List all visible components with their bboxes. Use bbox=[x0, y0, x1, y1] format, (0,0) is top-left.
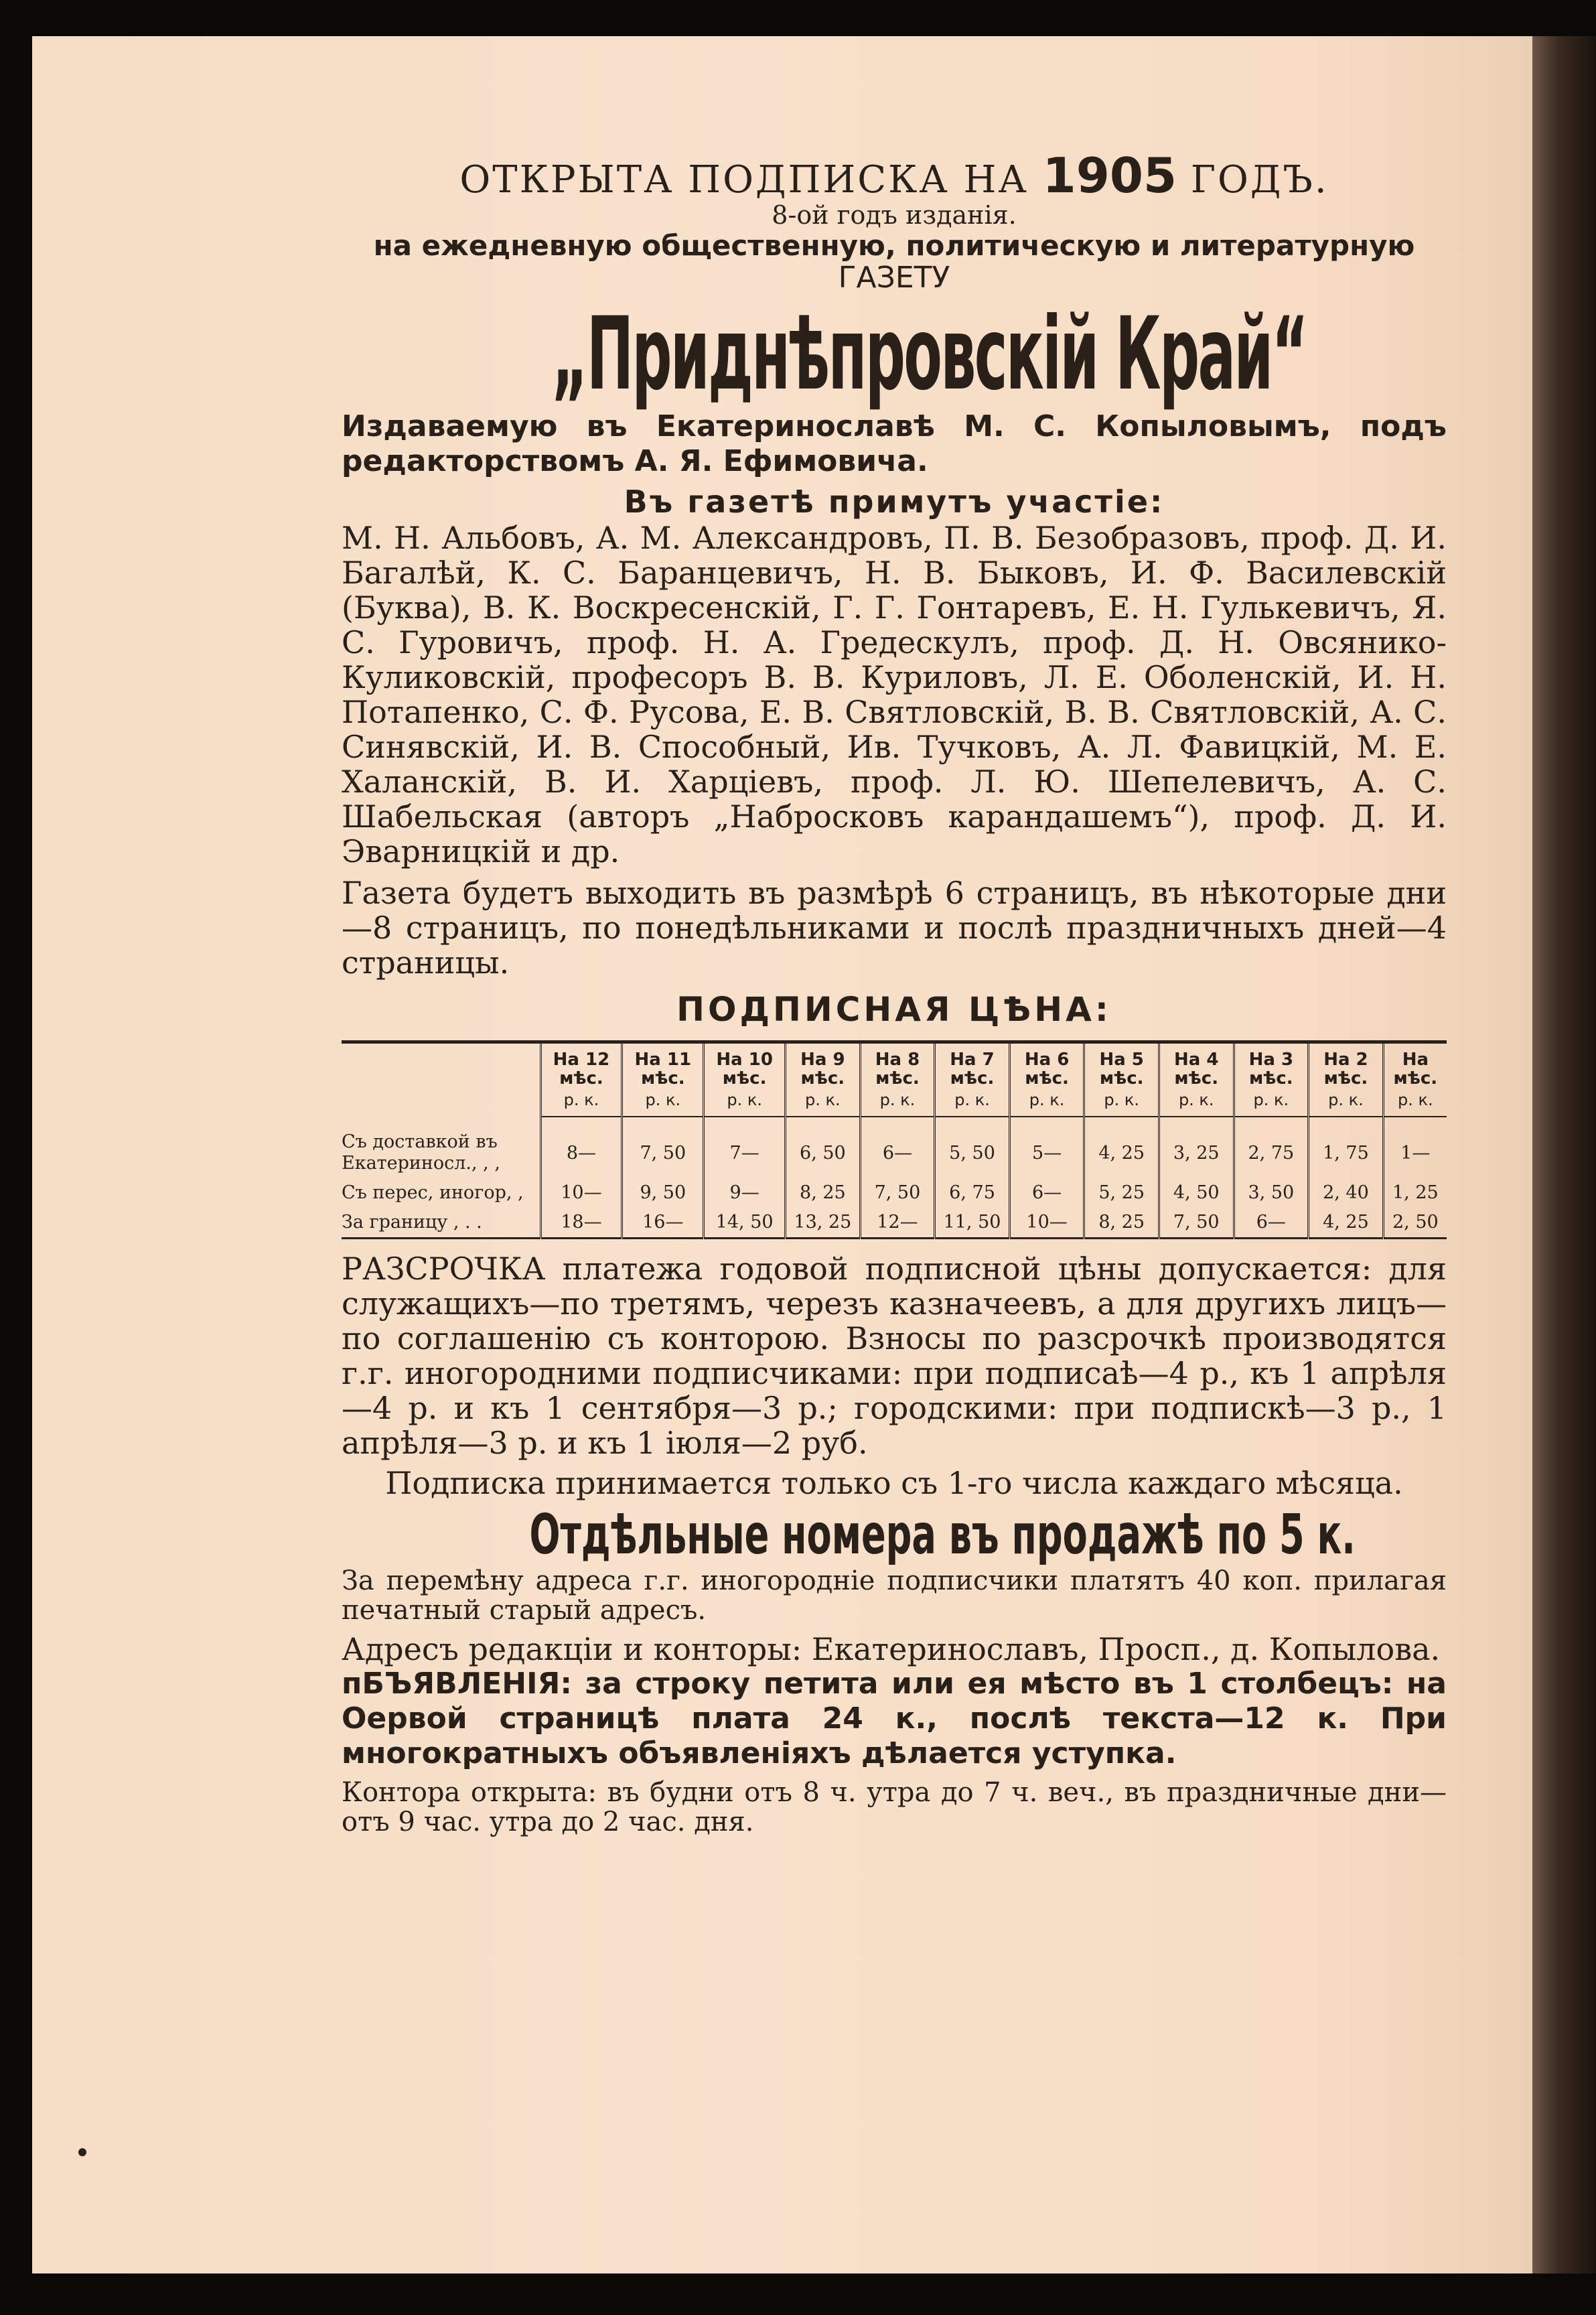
book-spine bbox=[1532, 36, 1596, 2273]
price-cell: 7, 50 bbox=[622, 1117, 704, 1178]
price-title: ПОДПИСНАЯ ЦѢНА: bbox=[676, 990, 1112, 1029]
single-issues: Отдѣльные номера въ продажѣ по 5 к. bbox=[529, 1503, 1356, 1567]
price-cell: 7, 50 bbox=[1159, 1208, 1234, 1239]
price-unit-label: р. к. bbox=[786, 1089, 861, 1117]
price-cell: 12— bbox=[860, 1208, 935, 1239]
price-cell: 7, 50 bbox=[860, 1178, 935, 1208]
edition-year: 8-ой годъ изданія. bbox=[772, 200, 1017, 230]
office-hours: Контора открыта: въ будни отъ 8 ч. утра до 7 ч. веч., въ праздничные дни—отъ 9 час. утра до 2 час. дня. bbox=[342, 1777, 1447, 1837]
price-cell: 6— bbox=[1234, 1208, 1309, 1239]
subscription-prefix: ОТКРЫТА ПОДПИСКА НА bbox=[459, 158, 1029, 202]
price-cell: 16— bbox=[622, 1208, 704, 1239]
price-column-header: На мѣс. bbox=[1383, 1042, 1447, 1090]
price-column-header: На 7 мѣс. bbox=[935, 1042, 1010, 1090]
price-cell: 11, 50 bbox=[935, 1208, 1010, 1239]
price-cell: 5, 25 bbox=[1084, 1178, 1159, 1208]
price-column-header: На 11 мѣс. bbox=[622, 1042, 704, 1090]
price-cell: 1, 25 bbox=[1383, 1178, 1447, 1208]
price-unit-label: р. к. bbox=[860, 1089, 935, 1117]
subscription-year: 1905 bbox=[1042, 147, 1177, 204]
price-unit-label: р. к. bbox=[935, 1089, 1010, 1117]
price-row bbox=[342, 1117, 1447, 1178]
price-cell: 3, 25 bbox=[1159, 1117, 1234, 1178]
price-cell: 2, 75 bbox=[1234, 1117, 1309, 1178]
advertisement bbox=[342, 134, 1447, 1837]
newspaper-title: „Приднѣпровскій Край“ bbox=[551, 296, 1307, 413]
price-cell: 4, 50 bbox=[1159, 1178, 1234, 1208]
price-cell: 14, 50 bbox=[704, 1208, 786, 1239]
price-table bbox=[342, 1040, 1447, 1239]
price-column-header: На 12 мѣс. bbox=[540, 1042, 622, 1090]
price-header-row bbox=[342, 1042, 1447, 1090]
price-unit-label: р. к. bbox=[1084, 1089, 1159, 1117]
price-cell: 6, 75 bbox=[935, 1178, 1010, 1208]
price-cell: 18— bbox=[540, 1208, 622, 1239]
size-notice: Газета будетъ выходить въ размѣрѣ 6 страницъ, въ нѣкоторые дни—8 страницъ, по понедѣльниками и послѣ праздничныхъ дней—4 страницы. bbox=[342, 875, 1447, 981]
price-cell: 2, 40 bbox=[1309, 1178, 1384, 1208]
price-cell: 8, 25 bbox=[786, 1178, 861, 1208]
price-column-header: На 6 мѣс. bbox=[1009, 1042, 1084, 1090]
price-cell: 4, 25 bbox=[1309, 1208, 1384, 1239]
price-cell: 6— bbox=[1009, 1178, 1084, 1208]
price-cell: 5— bbox=[1009, 1117, 1084, 1178]
participants-heading: Въ газетѣ примутъ участіе: bbox=[624, 484, 1165, 520]
price-cell: 4, 25 bbox=[1084, 1117, 1159, 1178]
office-address: Адресъ редакціи и конторы: Екатеринославъ, Просп., д. Копылова. bbox=[342, 1631, 1441, 1667]
price-cell: 13, 25 bbox=[786, 1208, 861, 1239]
price-cell: 10— bbox=[1009, 1208, 1084, 1239]
price-column-header: На 9 мѣс. bbox=[786, 1042, 861, 1090]
price-column-header: На 4 мѣс. bbox=[1159, 1042, 1234, 1090]
price-column-header: На 2 мѣс. bbox=[1309, 1042, 1384, 1090]
newspaper-description: на ежедневную общественную, политическую и литературную bbox=[373, 229, 1415, 262]
price-cell: 5, 50 bbox=[935, 1117, 1010, 1178]
ink-dot bbox=[78, 2148, 86, 2156]
price-row-label: Съ перес, иногор, , bbox=[342, 1182, 524, 1203]
publisher-text: Издаваемую въ Екатеринославѣ М. С. Копыловымъ, подъ редакторствомъ А. Я. Ефимовича. bbox=[342, 409, 1447, 478]
price-cell: 2, 50 bbox=[1383, 1208, 1447, 1239]
price-row bbox=[342, 1208, 1447, 1239]
price-cell: 3, 50 bbox=[1234, 1178, 1309, 1208]
price-unit-label: р. к. bbox=[1309, 1089, 1384, 1117]
price-body bbox=[342, 1117, 1447, 1239]
gazette-word: ГАЗЕТУ bbox=[838, 261, 950, 295]
ads-text: пБЪЯВЛЕНІЯ: за строку петита или ея мѣсто въ 1 столбецъ: на Оервой страницѣ плата 24 к., послѣ текста—12 к. При многократныхъ объявленіяхъ дѣлается уступка. bbox=[342, 1667, 1447, 1770]
price-cell: 1, 75 bbox=[1309, 1117, 1384, 1178]
price-column-header: На 10 мѣс. bbox=[704, 1042, 786, 1090]
price-row-label: За границу , . . bbox=[342, 1212, 482, 1233]
price-unit-label: р. к. bbox=[704, 1089, 786, 1117]
subscription-heading bbox=[342, 147, 1447, 204]
installments-text: РАЗСРОЧКА платежа годовой подписной цѣны допускается: для служащихъ—по третямъ, черезъ казначеевъ, а для другихъ лицъ—по соглашенію съ конторою. Взносы по разсрочкѣ производятся г.г. иногородними подписчиками: при подписаѣ—4 р., къ 1 апрѣля—4 р. и къ 1 сентября—3 р.; городскими: при подпискѣ—3 р., 1 апрѣля—3 р. и къ 1 іюля—2 руб. bbox=[342, 1251, 1447, 1461]
price-column-header: На 3 мѣс. bbox=[1234, 1042, 1309, 1090]
price-cell: 8— bbox=[540, 1117, 622, 1178]
price-row-label: Съ доставкой въ Екатериносл., , , bbox=[342, 1131, 500, 1174]
price-cell: 1— bbox=[1383, 1117, 1447, 1178]
address-change: За перемѣну адреса г.г. иногородніе подписчики платятъ 40 коп. прилагая печатный старый адресъ. bbox=[342, 1565, 1447, 1626]
price-cell: 8, 25 bbox=[1084, 1208, 1159, 1239]
price-unit-label: р. к. bbox=[622, 1089, 704, 1117]
acceptance-text: Подписка принимается только съ 1-го числа каждаго мѣсяца. bbox=[385, 1465, 1403, 1501]
participants-list: М. Н. Альбовъ, А. М. Александровъ, П. В. Безобразовъ, проф. Д. И. Багалѣй, К. С. Баранцевичъ, Н. В. Быковъ, И. Ф. Василевскій (Буква), В. К. Воскресенскій, Г. Г. Гонтаревъ, Е. Н. Гулькевичъ, Я. С. Гуровичъ, проф. Н. А. Гредескулъ, проф. Д. Н. Овсянико-Куликовскій, професоръ В. В. Куриловъ, Л. Е. Оболенскій, И. Н. Потапенко, С. Ф. Русова, Е. В. Святловскій, В. В. Святловскій, А. С. Синявскій, И. В. Способный, Ив. Тучковъ, А. Л. Фавицкій, М. Е. Халанскій, В. И. Харцiевъ, проф. Л. Ю. Шепелевичъ, А. С. Шабельская (авторъ „Набросковъ карандашемъ“), проф. Д. И. Эварницкій и др. bbox=[342, 520, 1447, 869]
price-unit-label: р. к. bbox=[540, 1089, 622, 1117]
price-row bbox=[342, 1178, 1447, 1208]
price-cell: 10— bbox=[540, 1178, 622, 1208]
price-cell: 6— bbox=[860, 1117, 935, 1178]
price-unit-label: р. к. bbox=[1234, 1089, 1309, 1117]
price-header-blank bbox=[342, 1042, 540, 1117]
price-unit-label: р. к. bbox=[1383, 1089, 1447, 1117]
price-cell: 7— bbox=[704, 1117, 786, 1178]
price-unit-label: р. к. bbox=[1159, 1089, 1234, 1117]
price-unit-label: р. к. bbox=[1009, 1089, 1084, 1117]
price-column-header: На 5 мѣс. bbox=[1084, 1042, 1159, 1090]
price-cell: 6, 50 bbox=[786, 1117, 861, 1178]
price-cell: 9, 50 bbox=[622, 1178, 704, 1208]
price-cell: 9— bbox=[704, 1178, 786, 1208]
subscription-suffix: ГОДЪ. bbox=[1190, 158, 1329, 202]
price-column-header: На 8 мѣс. bbox=[860, 1042, 935, 1090]
